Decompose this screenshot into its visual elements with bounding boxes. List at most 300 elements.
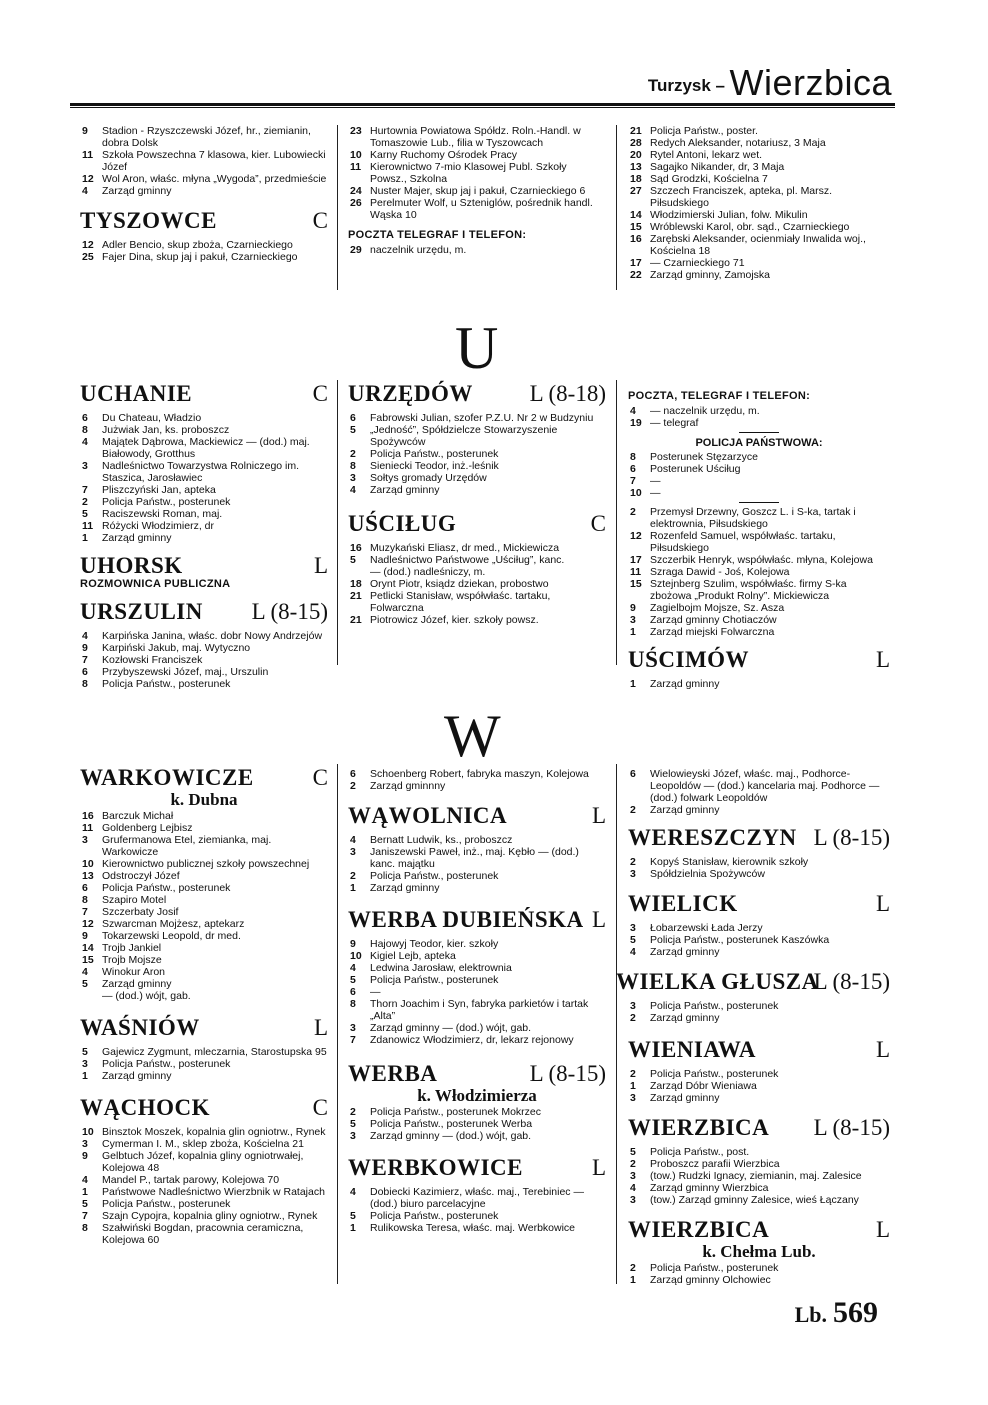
entry-number: 12 bbox=[82, 918, 94, 930]
list-item bbox=[348, 974, 606, 986]
list-item bbox=[80, 630, 328, 642]
entry-number: 7 bbox=[350, 1034, 356, 1046]
list-item bbox=[348, 882, 606, 894]
section-name: WĄCHOCK bbox=[80, 1095, 210, 1120]
section-name: UCHANIE bbox=[80, 381, 193, 406]
entry-text: Policja Państw., posterunek bbox=[102, 882, 231, 894]
entry-text: Mandel P., tartak parowy, Kolejowa 70 bbox=[102, 1174, 280, 1186]
list-item bbox=[80, 1222, 328, 1246]
entry-number: 17 bbox=[630, 554, 642, 566]
entry-number: 2 bbox=[630, 804, 636, 816]
section-heading bbox=[80, 598, 328, 626]
list-item bbox=[628, 149, 890, 161]
list-item bbox=[80, 484, 328, 496]
entry-text: Łobarzewski Łada Jerzy bbox=[650, 922, 763, 934]
entry-text: Policja Państw., posterunek bbox=[102, 1198, 231, 1210]
entry-text: Zarząd gminny bbox=[650, 1012, 720, 1024]
entry-text: Szajn Cypojra, kopalnia gliny ogniotrw., Rynek bbox=[102, 1210, 318, 1222]
entry-number: 3 bbox=[630, 868, 636, 880]
entry-text: Policja Państw., posterunek bbox=[370, 974, 499, 986]
entry-text: Zdanowicz Włodzimierz, dr, lekarz rejonowy bbox=[370, 1034, 574, 1046]
list-item bbox=[628, 602, 890, 614]
entry-text: Perelmuter Wolf, u Szteniglów, pośrednik handl. Wąska 10 bbox=[370, 197, 593, 221]
list-item bbox=[628, 1182, 890, 1194]
list-item bbox=[628, 487, 890, 499]
list-item bbox=[628, 768, 890, 804]
entry-list bbox=[80, 1126, 328, 1246]
entry-number: 1 bbox=[350, 1222, 356, 1234]
entry-number: 15 bbox=[630, 578, 642, 590]
list-item bbox=[80, 149, 328, 173]
entry-text: Zarębski Aleksander, ocienmiały Inwalida woj., Kościelna 18 bbox=[650, 233, 866, 257]
entry-number: 2 bbox=[630, 1012, 636, 1024]
entry-text: Policja Państw., posterunek Werba bbox=[370, 1118, 533, 1130]
list-item bbox=[348, 938, 606, 950]
list-item bbox=[80, 918, 328, 930]
entry-list bbox=[80, 810, 328, 1002]
section-name: WIELKA GŁUSZA bbox=[616, 969, 819, 994]
entry-text: Janiszewski Paweł, inż., maj. Kębło — (dod.) kanc. majątku bbox=[370, 846, 579, 870]
entry-text: Zarząd gminny bbox=[650, 804, 720, 816]
section-class: L bbox=[313, 553, 328, 578]
list-item bbox=[348, 950, 606, 962]
list-item bbox=[628, 626, 890, 638]
section-subtitle: k. Dubna bbox=[170, 790, 238, 809]
u-col-3 bbox=[628, 388, 890, 690]
entry-text: Gelbtuch Józef, kopalnia gliny ogniotrwałej, Kolejowa 48 bbox=[102, 1150, 304, 1174]
entry-list bbox=[348, 1186, 606, 1234]
list-item bbox=[80, 642, 328, 654]
list-item bbox=[628, 1274, 890, 1286]
list-item bbox=[348, 161, 606, 185]
entry-number: 5 bbox=[350, 1118, 356, 1130]
list-item bbox=[628, 405, 890, 417]
entry-text: Wielowieyski Józef, właśc. maj., Podhorce-Leopoldów — (dod.) kancelaria maj. Podhorce — (dod.) folwark Leopoldów bbox=[650, 768, 880, 804]
entry-text: — bbox=[650, 487, 661, 499]
entry-text: Wróblewski Karol, obr. sąd., Czarnieckiego bbox=[650, 221, 850, 233]
section-class: L (8-18) bbox=[529, 381, 606, 406]
entry-number: 3 bbox=[82, 1058, 88, 1070]
entry-text: Nuster Majer, skup jaj i pakuł, Czarnieckiego 6 bbox=[370, 185, 586, 197]
entry-number: 4 bbox=[82, 185, 88, 197]
list-item bbox=[80, 1070, 328, 1082]
list-item bbox=[80, 173, 328, 185]
entry-number: 6 bbox=[350, 412, 356, 424]
page-header bbox=[70, 58, 900, 103]
section-class: C bbox=[590, 511, 606, 536]
entry-number: 12 bbox=[630, 530, 642, 542]
list-item bbox=[348, 614, 606, 626]
entry-text: Kozłowski Franciszek bbox=[102, 654, 203, 666]
entry-text: Bernatt Ludwik, ks., proboszcz bbox=[370, 834, 513, 846]
entry-number: 12 bbox=[82, 173, 94, 185]
entry-list bbox=[348, 125, 606, 221]
entry-number: 5 bbox=[350, 554, 356, 566]
entry-text: Fabrowski Julian, szofer P.Z.U. Nr 2 w Budzyniu bbox=[370, 412, 594, 424]
entry-number: 16 bbox=[82, 810, 94, 822]
entry-text: Trojb Mojsze bbox=[102, 954, 162, 966]
list-item bbox=[348, 846, 606, 870]
entry-number: 1 bbox=[630, 1080, 636, 1092]
list-item bbox=[80, 1126, 328, 1138]
entry-number: 7 bbox=[82, 906, 88, 918]
entry-text: Dobiecki Kazimierz, właśc. maj., Terebiniec — (dod.) biuro parcelacyjne bbox=[370, 1186, 584, 1210]
entry-text: Policja Państw., posterunek bbox=[370, 870, 499, 882]
list-item bbox=[80, 810, 328, 822]
entry-text: Du Chateau, Władzio bbox=[102, 412, 202, 424]
entry-text: Różycki Włodzimierz, dr bbox=[102, 520, 215, 532]
entry-number: 4 bbox=[350, 962, 356, 974]
entry-text: Policja Państw., posterunek Mokrzec bbox=[370, 1106, 541, 1118]
list-item bbox=[628, 868, 890, 880]
entry-text: Szałwiński Bogdan, pracownia ceramiczna, Kolejowa 60 bbox=[102, 1222, 304, 1246]
entry-number: 8 bbox=[82, 678, 88, 690]
entry-text: Zarząd gminny — (dod.) wójt, gab. bbox=[370, 1130, 532, 1142]
section-name: WIERZBICA bbox=[628, 1115, 770, 1140]
list-item bbox=[80, 532, 328, 544]
entry-number: 2 bbox=[630, 1262, 636, 1274]
column-divider bbox=[616, 125, 617, 290]
list-item bbox=[80, 930, 328, 942]
section-name: WIERZBICA bbox=[628, 1217, 770, 1242]
entry-number: 1 bbox=[630, 626, 636, 638]
section-heading bbox=[80, 1094, 328, 1122]
entry-list bbox=[80, 1046, 328, 1082]
list-item bbox=[348, 460, 606, 472]
entry-text: Kierownictwo publicznej szkoły powszechnej bbox=[102, 858, 310, 870]
entry-number: 11 bbox=[82, 822, 94, 834]
entry-list bbox=[348, 542, 606, 626]
list-item bbox=[80, 496, 328, 508]
w-col-1 bbox=[80, 764, 328, 1246]
list-item bbox=[348, 554, 606, 566]
entry-number: 2 bbox=[350, 870, 356, 882]
entry-text: Zarząd gminny bbox=[370, 882, 440, 894]
entry-number: 20 bbox=[630, 149, 642, 161]
entry-text: Zagielbojm Mojsze, Sz. Asza bbox=[650, 602, 785, 614]
header-range-start: Turzysk – bbox=[647, 76, 725, 95]
section-name: WERESZCZYN bbox=[628, 825, 797, 850]
entry-number: 6 bbox=[350, 986, 356, 998]
list-item bbox=[348, 834, 606, 846]
entry-number: 17 bbox=[630, 257, 642, 269]
list-item bbox=[628, 1194, 890, 1206]
list-item bbox=[348, 962, 606, 974]
entry-number: 1 bbox=[630, 1274, 636, 1286]
list-item bbox=[348, 1034, 606, 1046]
list-item bbox=[80, 520, 328, 532]
section-heading bbox=[628, 1036, 890, 1064]
list-item bbox=[628, 1000, 890, 1012]
section-name: WERBA DUBIEŃSKA bbox=[348, 907, 584, 932]
list-item bbox=[628, 137, 890, 149]
entry-number: 5 bbox=[630, 934, 636, 946]
section-name: UŚCIŁUG bbox=[348, 511, 457, 536]
entry-text: — bbox=[650, 475, 661, 487]
section-heading bbox=[348, 380, 606, 408]
entry-text: Gajewicz Zygmunt, mleczarnia, Starostupska 95 bbox=[102, 1046, 327, 1058]
entry-number: 14 bbox=[630, 209, 642, 221]
entry-list bbox=[628, 768, 890, 816]
entry-number: 3 bbox=[630, 614, 636, 626]
entry-number: 4 bbox=[350, 1186, 356, 1198]
entry-text: Policja Państw., post. bbox=[650, 1146, 750, 1158]
entry-number: 19 bbox=[630, 417, 642, 429]
subsection-heading: ROZMOWNICA PUBLICZNA bbox=[80, 578, 231, 590]
entry-list bbox=[628, 1068, 890, 1104]
entry-number: 10 bbox=[350, 950, 362, 962]
entry-number: 5 bbox=[350, 1210, 356, 1222]
entry-text: Tokarzewski Leopold, dr med. bbox=[102, 930, 241, 942]
list-item bbox=[628, 1262, 890, 1274]
entry-number: 11 bbox=[630, 566, 642, 578]
list-item bbox=[80, 654, 328, 666]
entry-number: 1 bbox=[630, 678, 636, 690]
entry-text: Policja Państw., posterunek bbox=[102, 1058, 231, 1070]
entry-text: Spółdzielnia Spożywców bbox=[650, 868, 765, 880]
entry-number: 3 bbox=[82, 460, 88, 472]
letter-u: U bbox=[455, 315, 499, 381]
list-item bbox=[628, 566, 890, 578]
list-item bbox=[628, 578, 890, 602]
entry-text: Przybyszewski Józef, maj., Urszulin bbox=[102, 666, 269, 678]
entry-text: Szczech Franciszek, apteka, pl. Marsz. Piłsudskiego bbox=[650, 185, 833, 209]
entry-text: Policja Państw., poster. bbox=[650, 125, 758, 137]
list-item bbox=[348, 1130, 606, 1142]
section-name: WERBKOWICE bbox=[348, 1155, 523, 1180]
entry-text: Barczuk Michał bbox=[102, 810, 174, 822]
entry-number: 6 bbox=[630, 768, 636, 780]
entry-list bbox=[80, 630, 328, 690]
entry-number: 6 bbox=[82, 412, 88, 424]
entry-text: Trojb Jankiel bbox=[102, 942, 162, 954]
entry-text: Szraga Dawid - Joś, Kolejowa bbox=[650, 566, 790, 578]
entry-text: Zarząd gminny bbox=[102, 978, 172, 990]
list-item bbox=[80, 1046, 328, 1058]
list-item bbox=[348, 1210, 606, 1222]
entry-text: Policja Państw., posterunek bbox=[370, 448, 499, 460]
list-item bbox=[80, 942, 328, 954]
list-item bbox=[348, 1118, 606, 1130]
w-col-3 bbox=[616, 768, 890, 1286]
entry-number: 5 bbox=[82, 1046, 88, 1058]
list-item bbox=[80, 251, 328, 263]
entry-number: 3 bbox=[82, 834, 88, 846]
entry-number: 5 bbox=[350, 424, 356, 436]
section-class: L bbox=[875, 1217, 890, 1242]
entry-number: 25 bbox=[82, 251, 94, 263]
entry-number: 2 bbox=[350, 448, 356, 460]
list-item bbox=[80, 1174, 328, 1186]
entry-list bbox=[348, 768, 606, 792]
list-item bbox=[80, 1198, 328, 1210]
list-item bbox=[628, 257, 890, 269]
entry-list bbox=[348, 412, 606, 496]
entry-number: 24 bbox=[350, 185, 362, 197]
entry-text: Policja Państw., posterunek bbox=[370, 1210, 499, 1222]
entry-text: Stadion - Rzyszczewski Józef, hr., ziemianin, dobra Dolsk bbox=[102, 125, 311, 149]
entry-number: 4 bbox=[630, 1182, 636, 1194]
section-class: C bbox=[312, 765, 328, 790]
entry-number: 3 bbox=[630, 1092, 636, 1104]
entry-text: Karpińska Janina, właśc. dobr Nowy Andrzejów bbox=[102, 630, 323, 642]
list-item bbox=[348, 197, 606, 221]
section-heading bbox=[628, 646, 890, 674]
section-class: C bbox=[312, 1095, 328, 1120]
entry-list bbox=[80, 239, 328, 263]
entry-text: Hajowyj Teodor, kier. szkoły bbox=[370, 938, 499, 950]
footer-label: Lb. bbox=[794, 1302, 827, 1327]
entry-number: 4 bbox=[82, 966, 88, 978]
list-item bbox=[80, 460, 328, 484]
entry-text: Policja Państw., posterunek bbox=[650, 1000, 779, 1012]
entry-text: Zarząd miejski Folwarczna bbox=[650, 626, 775, 638]
entry-number: 10 bbox=[630, 487, 642, 499]
section-heading bbox=[80, 1014, 328, 1042]
entry-number: 13 bbox=[82, 870, 94, 882]
top-col-3 bbox=[628, 125, 890, 281]
entry-text: Rytel Antoni, lekarz wet. bbox=[650, 149, 763, 161]
entry-text: Petlicki Stanisław, współwłaśc. tartaku, Folwarczna bbox=[370, 590, 551, 614]
list-item bbox=[628, 1170, 890, 1182]
list-item bbox=[628, 161, 890, 173]
entry-number: 12 bbox=[82, 239, 94, 251]
entry-number: 6 bbox=[82, 666, 88, 678]
entry-number: 4 bbox=[82, 1174, 88, 1186]
entry-text: Proboszcz parafii Wierzbica bbox=[650, 1158, 780, 1170]
list-item bbox=[80, 1186, 328, 1198]
entry-number: 10 bbox=[350, 149, 362, 161]
list-item bbox=[80, 990, 328, 1002]
entry-list bbox=[80, 412, 328, 544]
entry-number: 3 bbox=[630, 1194, 636, 1206]
subsection-heading: POLICJA PAŃSTWOWA: bbox=[695, 437, 823, 449]
section-class: L (8-15) bbox=[813, 969, 890, 994]
entry-text: Raciszewski Roman, maj. bbox=[102, 508, 223, 520]
entry-number: 1 bbox=[350, 882, 356, 894]
list-item bbox=[628, 233, 890, 257]
page-footer bbox=[795, 1296, 878, 1330]
entry-text: Przemysł Drzewny, Goszcz L. i S-ka, tartak i elektrownia, Piłsudskiego bbox=[650, 506, 856, 530]
entry-text: — Czarnieckiego 71 bbox=[650, 257, 745, 269]
list-item bbox=[628, 463, 890, 475]
list-item bbox=[80, 978, 328, 990]
entry-number: 7 bbox=[630, 475, 636, 487]
list-item bbox=[80, 1058, 328, 1070]
entry-number: 14 bbox=[82, 942, 94, 954]
entry-number: 3 bbox=[350, 1130, 356, 1142]
section-name: UŚCIMÓW bbox=[628, 647, 750, 672]
entry-text: Redych Aleksander, notariusz, 3 Maja bbox=[650, 137, 826, 149]
entry-text: Państwowe Nadleśnictwo Wierzbnik w Ratajach bbox=[102, 1186, 325, 1198]
section-name: URSZULIN bbox=[80, 599, 203, 624]
entry-text: Nadleśnictwo Państwowe „Uściług”, kanc. bbox=[370, 554, 565, 566]
list-item bbox=[80, 1210, 328, 1222]
entry-number: 9 bbox=[82, 930, 88, 942]
entry-text: Zarząd Dóbr Wieniawa bbox=[650, 1080, 757, 1092]
section-class: L bbox=[875, 891, 890, 916]
list-item bbox=[80, 954, 328, 966]
entry-number: 4 bbox=[350, 484, 356, 496]
entry-number: 15 bbox=[630, 221, 642, 233]
list-item bbox=[348, 1022, 606, 1034]
list-item bbox=[628, 1146, 890, 1158]
column-divider bbox=[337, 125, 338, 290]
entry-number: 8 bbox=[82, 424, 88, 436]
list-item bbox=[628, 1080, 890, 1092]
entry-text: Schoenberg Robert, fabryka maszyn, Kolejowa bbox=[370, 768, 589, 780]
entry-text: Posterunek Uściług bbox=[650, 463, 741, 475]
entry-number: 10 bbox=[82, 1126, 94, 1138]
u-col-2 bbox=[348, 380, 606, 626]
section-heading bbox=[348, 1154, 606, 1182]
entry-text: Zarząd gminny bbox=[650, 946, 720, 958]
entry-text: Sieniecki Teodor, inż.-leśnik bbox=[370, 460, 499, 472]
entry-text: Policja Państw., posterunek bbox=[650, 1068, 779, 1080]
list-item bbox=[628, 1068, 890, 1080]
entry-number: 7 bbox=[82, 1210, 88, 1222]
top-col-1 bbox=[80, 125, 328, 263]
entry-text: Sagajko Nikander, dr, 3 Maja bbox=[650, 161, 785, 173]
section-class: L bbox=[313, 1015, 328, 1040]
entry-number: 2 bbox=[630, 856, 636, 868]
entry-number: 1 bbox=[82, 1070, 88, 1082]
list-item bbox=[628, 417, 890, 429]
entry-number: 2 bbox=[82, 496, 88, 508]
list-item bbox=[348, 1222, 606, 1234]
list-item bbox=[80, 822, 328, 834]
entry-list bbox=[628, 451, 890, 499]
section-class: L (8-15) bbox=[813, 825, 890, 850]
entry-list bbox=[80, 125, 328, 197]
entry-number: 9 bbox=[82, 1150, 88, 1162]
entry-list bbox=[628, 405, 890, 429]
list-item bbox=[628, 451, 890, 463]
entry-number: 18 bbox=[630, 173, 642, 185]
divider bbox=[739, 432, 779, 433]
entry-number: 7 bbox=[82, 484, 88, 496]
entry-text: Posterunek Stęzarzyce bbox=[650, 451, 758, 463]
entry-text: Zarząd gminny Wierzbica bbox=[650, 1182, 769, 1194]
entry-text: (tow.) Zarząd gminny Zalesice, wieś Łączany bbox=[650, 1194, 859, 1206]
entry-text: Policja Państw., posterunek bbox=[102, 496, 231, 508]
entry-number: 11 bbox=[82, 149, 94, 161]
entry-number: 3 bbox=[350, 1022, 356, 1034]
entry-number: 27 bbox=[630, 185, 642, 197]
section-heading bbox=[628, 1114, 890, 1142]
entry-number: 5 bbox=[350, 974, 356, 986]
entry-text: Thorn Joachim i Syn, fabryka parkietów i tartak „Alta” bbox=[370, 998, 589, 1022]
section-class: L bbox=[591, 1155, 606, 1180]
section-name: TYSZOWCE bbox=[80, 208, 217, 233]
entry-number: 26 bbox=[350, 197, 362, 209]
list-item bbox=[628, 209, 890, 221]
entry-text: Odstroczył Józef bbox=[102, 870, 180, 882]
entry-text: — (dod.) wójt, gab. bbox=[102, 990, 191, 1002]
section-heading bbox=[348, 906, 606, 934]
entry-text: Nadleśnictwo Towarzystwa Rolniczego im. Staszica, Jarosławiec bbox=[102, 460, 300, 484]
section-heading bbox=[348, 802, 606, 830]
entry-list bbox=[348, 1106, 606, 1142]
entry-text: Jużwiak Jan, ks. proboszcz bbox=[102, 424, 230, 436]
list-item bbox=[348, 484, 606, 496]
list-item bbox=[628, 614, 890, 626]
list-item bbox=[628, 530, 890, 554]
list-item bbox=[348, 870, 606, 882]
entry-list bbox=[628, 1262, 890, 1286]
subsection-heading: POCZTA TELEGRAF I TELEFON: bbox=[348, 229, 527, 241]
entry-number: 28 bbox=[630, 137, 642, 149]
